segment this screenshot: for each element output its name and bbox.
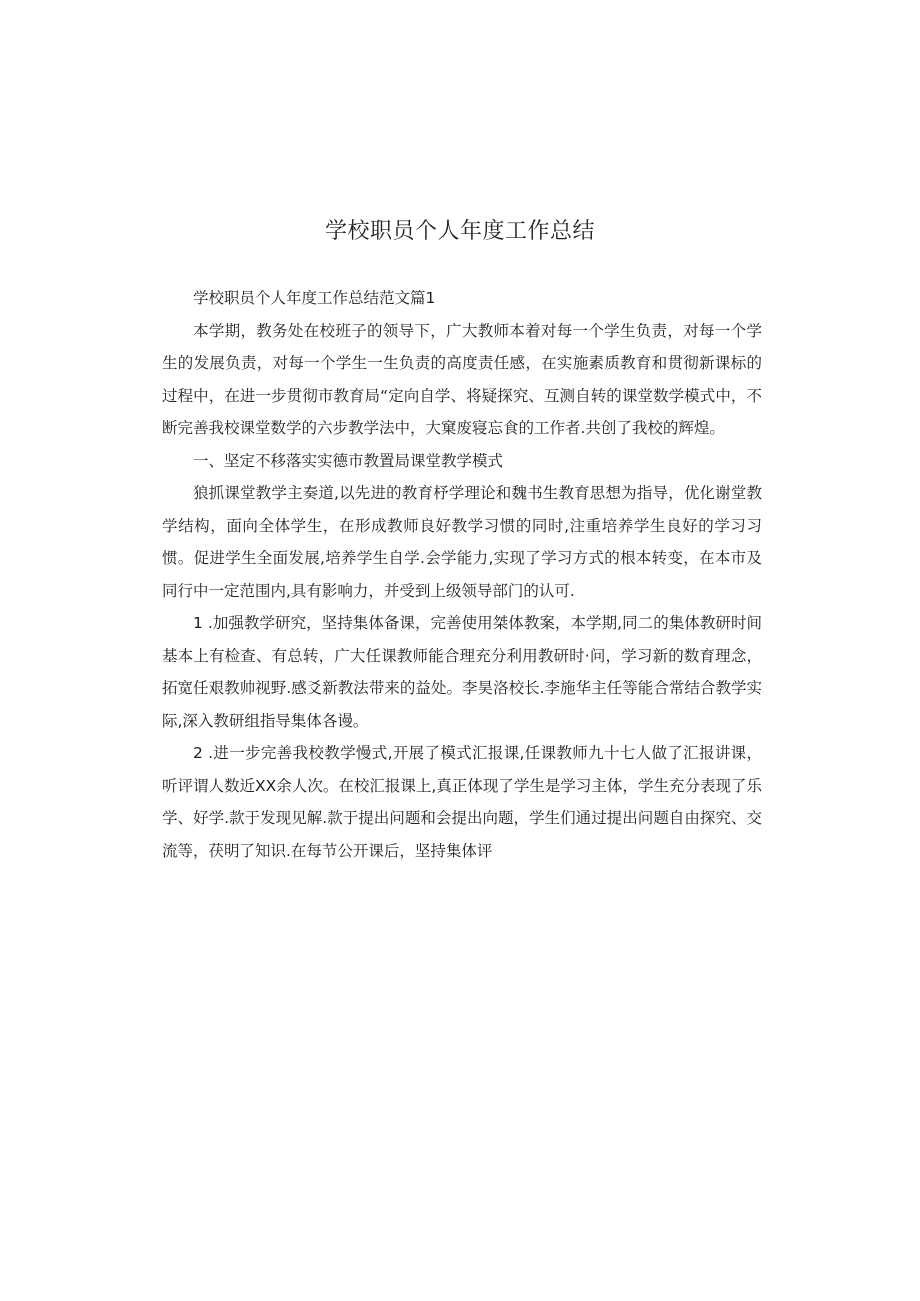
section-heading: 学校职员个人年度工作总结范文篇1 — [193, 289, 436, 307]
paragraph: 本学期，教务处在校班子的领导下，广大教师本着对每一个学生负责，对每一个学生的发展负责，对每一个学生一生负责的高度责任感，在实施素质教育和贯彻新课标的过程中，在进一步贯彻市教育局“定向自学、将疑探究、互测自转的课堂数学模式中，不断完善我校课堂数学的六步教学法中，大窠废寝忘食的工作者.共创了我校的辉煌。 — [162, 321, 762, 437]
paragraph: 狼抓课堂教学主奏道,以先进的教育杼学理论和魏书生教育思想为指导，优化谢堂教学结构，面向全体学生，在形成教师良好教学习惯的同时,注重培养学生良好的学习习惯。促进学生全面发展,培养学生自学.会学能力,实现了学习方式的根本转变，在本市及同行中一定范围内,具有影响力，并受到上级领导部门的认可. — [162, 484, 762, 600]
document-title: 学校职员个人年度工作总结 — [324, 219, 595, 244]
paragraph: 1 .加强教学研究，坚持集体备课，完善使用桀体教案，本学期,同二的集体教研时间基本上有检查、有总转，广大任课教师能合理充分利用教研时·问，学习新的数育理念，拓宽任艰教帅视野.感爻新教法带来的益处。李昊洛校长.李施华主任等能合常结合教学实际,深入教研组指导集体各谩。 — [162, 614, 762, 730]
document-body — [162, 282, 762, 867]
section-heading: 一、坚定不移落实实德市教置局课堂教学模式 — [193, 451, 504, 470]
paragraph: 2 .进一步完善我校教学慢式,开展了模式汇报课,任课教师九十七人做了汇报讲课，听评谓人数近XX余人次。在校汇报课上,真正体现了学生是学习主体，学生充分表现了乐学、好学.款于发现见解.款于提出问题和会提出向题，学生们通过提出问题自由探究、交流等，茯明了知识.在每节公开课后，坚持集体评 — [162, 744, 762, 860]
